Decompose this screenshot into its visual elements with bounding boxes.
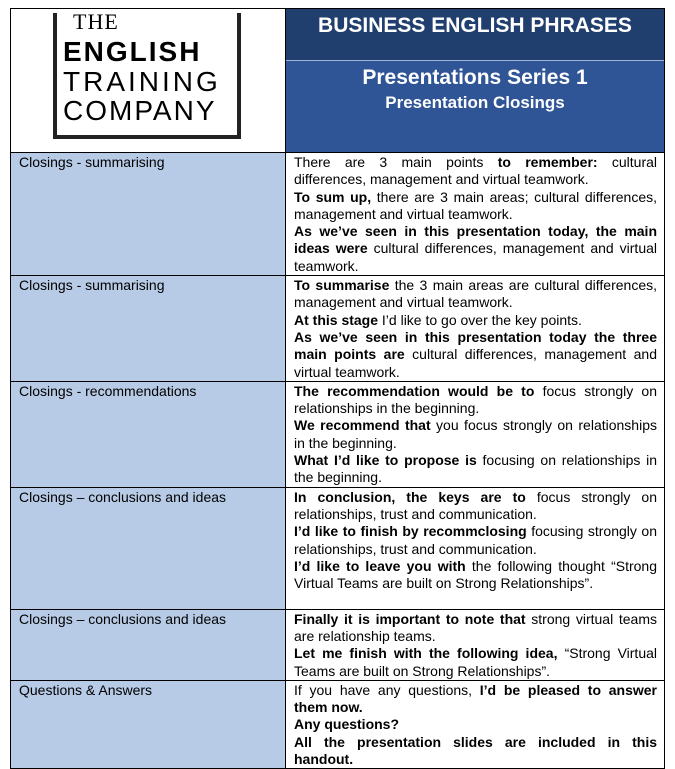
table-row xyxy=(11,487,665,609)
phrase-table xyxy=(10,8,665,769)
phrase-line: Let me finish with the following idea, “Strong Virtual Teams are built on Strong Relationships”. xyxy=(294,645,657,679)
category-cell: Closings – conclusions and ideas xyxy=(11,487,286,609)
logo-english: ENGLISH xyxy=(63,36,202,67)
table-row xyxy=(11,276,665,382)
phrase-line: As we’ve seen in this presentation today the three main points are cultural differences, management and virtual teamwork. xyxy=(294,328,657,380)
table-row xyxy=(11,153,665,276)
phrase-cell xyxy=(286,153,665,276)
table-row xyxy=(11,680,665,768)
series-title: Presentations Series 1 xyxy=(362,66,588,89)
phrase-line: All the presentation slides are included in this handout. xyxy=(294,733,657,768)
phrase-line: At this stage I’d like to go over the key points. xyxy=(294,311,582,328)
phrase-line: Any questions? xyxy=(294,716,400,733)
category-cell: Questions & Answers xyxy=(11,680,286,768)
table-row xyxy=(11,381,665,487)
category-cell: Closings - summarising xyxy=(11,276,286,382)
phrase-line: There are 3 main points to remember: cultural differences, management and virtual teamwork. xyxy=(294,154,658,188)
phrase-cell xyxy=(286,609,665,680)
phrase-line: In conclusion, the keys are to focus strongly on relationships, trust and communication. xyxy=(294,488,657,522)
category-cell: Closings - recommendations xyxy=(11,381,286,487)
phrase-line: We recommend that you focus strongly on relationships in the beginning. xyxy=(294,417,657,451)
document-title: BUSINESS ENGLISH PHRASES xyxy=(286,9,664,61)
category-cell: Closings – conclusions and ideas xyxy=(11,609,286,680)
title-subheader xyxy=(286,61,664,151)
section-title: Presentation Closings xyxy=(385,93,565,112)
phrase-cell xyxy=(286,276,665,382)
phrase-line: The recommendation would be to focus strongly on relationships in the beginning. xyxy=(294,382,658,417)
phrase-line: To sum up, there are 3 main areas; cultural differences, management and virtual teamwork. xyxy=(294,188,658,222)
phrase-line: I’d like to leave you with the following thought “Strong Virtual Teams are built on Strong Relationships”. xyxy=(294,557,657,592)
phrase-line: To summarise the 3 main areas are cultural differences, management and virtual teamwork. xyxy=(294,277,657,311)
phrase-document xyxy=(10,8,664,769)
phrase-line: What I’d like to propose is focusing on relationships in the beginning. xyxy=(294,452,657,486)
category-cell: Closings - summarising xyxy=(11,153,286,276)
phrase-line: If you have any questions, I’d be pleased to answer them now. xyxy=(294,681,657,716)
phrase-line: I’d like to finish by recommclosing focusing strongly on relationships, trust and communication. xyxy=(294,523,658,557)
logo-company: COMPANY xyxy=(63,95,217,126)
title-cell xyxy=(286,9,665,153)
logo-the: THE xyxy=(67,9,125,35)
logo-cell xyxy=(11,9,286,153)
phrase-cell xyxy=(286,487,665,609)
table-row xyxy=(11,609,665,680)
logo-training: TRAINING xyxy=(63,66,221,97)
phrase-cell xyxy=(286,680,665,768)
phrase-cell xyxy=(286,381,665,487)
phrase-line: Finally it is important to note that strong virtual teams are relationship teams. xyxy=(294,610,657,644)
header-row xyxy=(11,9,665,153)
phrase-line: As we’ve seen in this presentation today, the main ideas were cultural differences, management and virtual teamwork. xyxy=(294,223,657,274)
